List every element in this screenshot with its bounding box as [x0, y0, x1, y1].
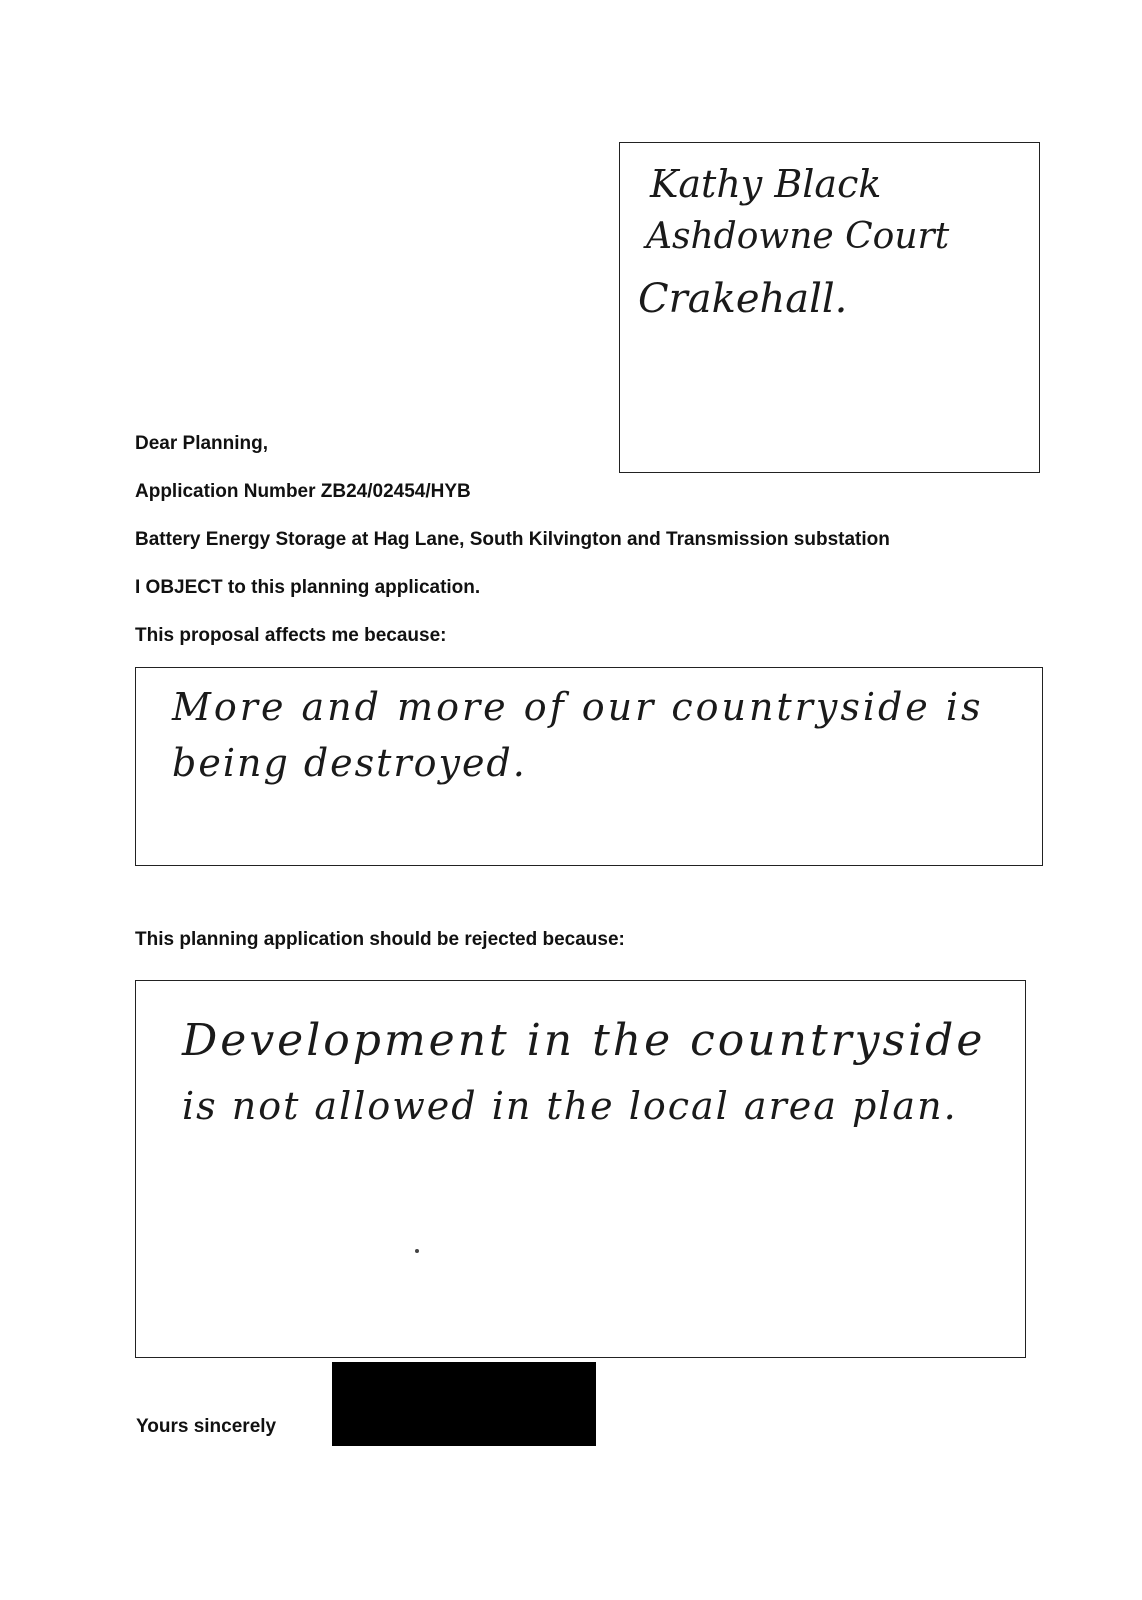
affects-response-line-2: being destroyed.: [172, 741, 527, 785]
affects-response-line-1: More and more of our countryside is: [172, 685, 984, 729]
address-street: Ashdowne Court: [646, 216, 950, 257]
closing: Yours sincerely: [136, 1416, 277, 1437]
objection-statement: [135, 577, 480, 599]
application-number: Application Number ZB24/02454/HYB: [135, 481, 471, 502]
rejected-response-line-1: Development in the countryside: [182, 1015, 986, 1066]
rejected-response-line-2: is not allowed in the local area plan.: [182, 1084, 958, 1128]
address-town: Crakehall.: [638, 276, 848, 322]
objection-rest: to this planning application.: [222, 577, 481, 598]
objection-bold: I OBJECT: [135, 577, 223, 598]
affects-prompt: This proposal affects me because:: [135, 625, 447, 646]
application-subject: Battery Energy Storage at Hag Lane, South Kilvington and Transmission substation: [135, 529, 890, 550]
address-name: Kathy Black: [650, 162, 882, 206]
salutation: Dear Planning,: [135, 433, 269, 454]
rejected-prompt: This planning application should be rejected because:: [135, 929, 625, 950]
redacted-signature: [332, 1362, 596, 1446]
address-box: [619, 142, 1040, 473]
rejected-response-box: [135, 980, 1026, 1358]
ink-speck: [415, 1249, 419, 1253]
affects-response-box: [135, 667, 1043, 866]
